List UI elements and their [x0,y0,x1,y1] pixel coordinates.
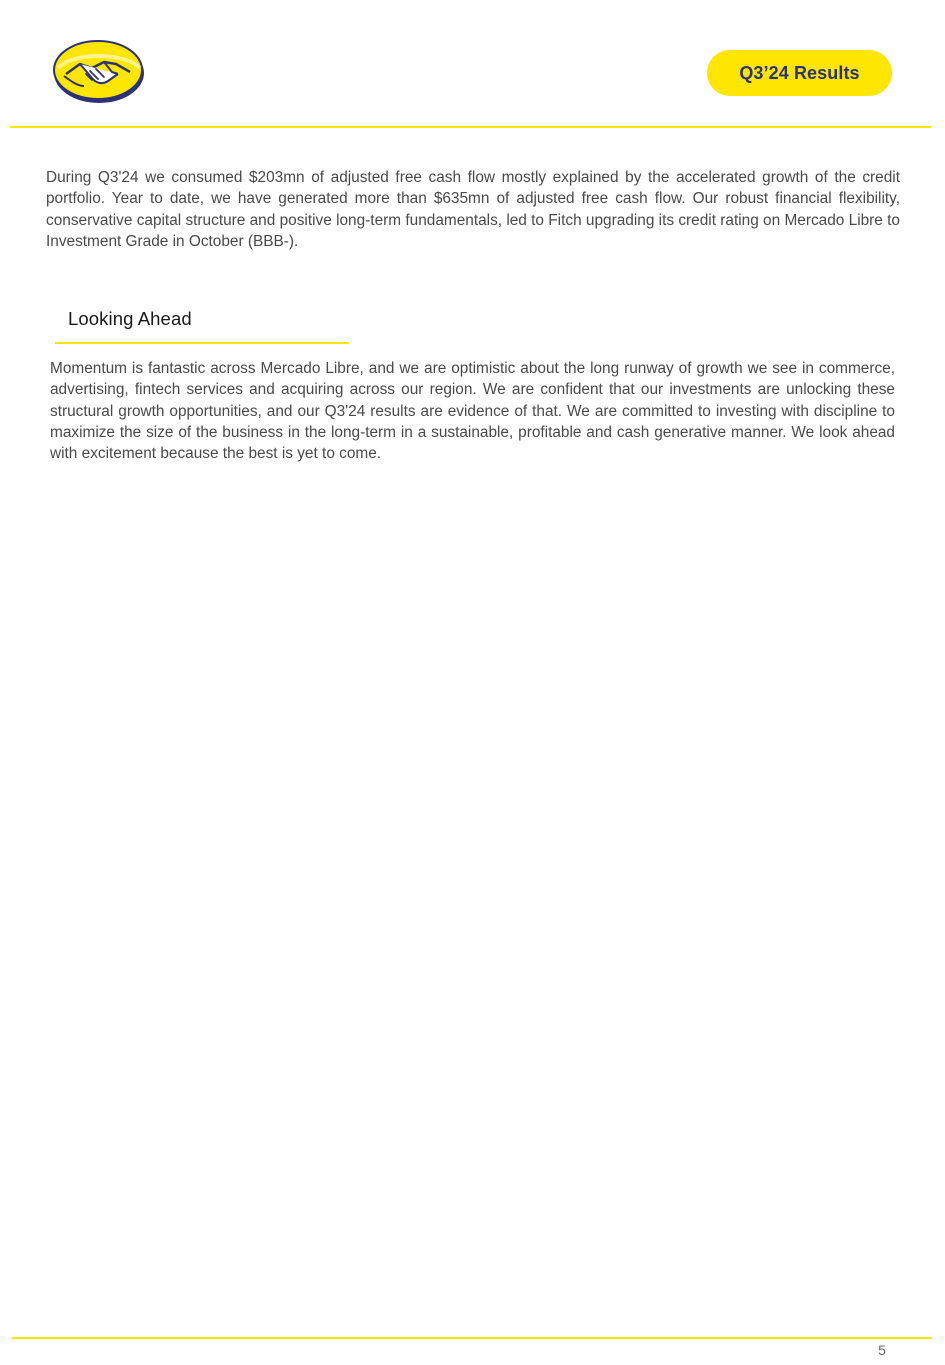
page-number: 5 [878,1342,886,1358]
looking-ahead-underline [55,342,349,344]
looking-ahead-heading: Looking Ahead [68,308,192,329]
report-period-badge: Q3’24 Results [707,50,892,96]
free-cash-flow-paragraph: During Q3'24 we consumed $203mn of adjusted free cash flow mostly explained by the accelerated growth of the credit portfolio. Year to date, we have generated more than $635mn of adjusted free cash flow. Our robust financial flexibility, conservative capital structure and positive long-term fundamentals, led to Fitch upgrading its credit rating on Mercado Libre to Investment Grade in October (BBB-). [46,169,900,250]
handshake-logo-icon [52,38,146,104]
footer-divider [12,1337,932,1339]
header-divider [10,126,931,128]
looking-ahead-paragraph: Momentum is fantastic across Mercado Libre, and we are optimistic about the long runway of growth we see in commerce, advertising, fintech services and acquiring across our region. We are confident that our investments are unlocking these structural growth opportunities, and our Q3'24 results are evidence of that. We are committed to investing with discipline to maximize the size of the business in the long-term in a sustainable, profitable and cash generative manner. We look ahead with excitement because the best is yet to come. [50,360,895,463]
